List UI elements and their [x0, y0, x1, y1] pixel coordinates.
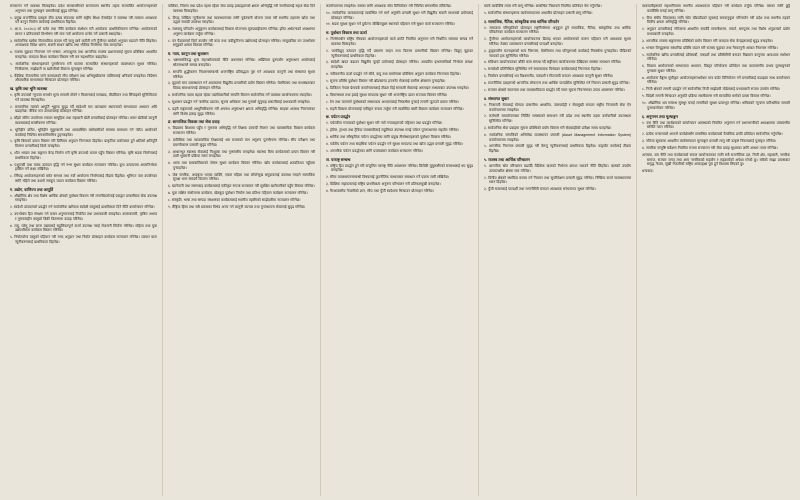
body-paragraph: ५. समावेशी प्रतिनिधित्व सुनिश्चित गर्न सकारात्मक विभेदका कार्यक्रमलाई निरन्तरता दिइनेछ। [484, 67, 602, 72]
body-paragraph: २. वित्तीय क्षेत्रको स्थायित्व कायम गर्न नियमन तथा सुपरिवेक्षण प्रणाली सुदृढ गरिनेछ। निष्क्रिय कर्जा व्यवस्थापनमा ध्यान दिइनेछ। [484, 175, 631, 185]
body-paragraph: व्यवसायीहरूको सहभागितामा स्थानीय आवश्यकता पहिचान गरी कार्यक्रम तर्जुमा गरिनेछ। यसका लागि छुट्टै कार्यविधि बनाई लागू गरिनेछ। [642, 4, 790, 13]
text-column-1 [5, 4, 163, 496]
text-column-5 [637, 4, 795, 496]
body-paragraph: धन्यवाद। [642, 169, 654, 174]
body-paragraph: ३. आधारभूत स्वास्थ्य सेवालाई निःशुल्क तथा गुणस्तरीय बनाइनेछ। स्वास्थ्य बिमा कार्यक्रमको दायरा विस्तार गरी दाबी भुक्तानी प्रक्रिया सरल बनाइनेछ। [168, 149, 315, 159]
body-paragraph: ९. लैङ्गिक हिंसा तथा सबै प्रकारका विभेद अन्त्य गर्न कानुनी उपचार तथा पुनःस्थापना सेवालाई सुदृढ गरिनेछ। [168, 204, 306, 209]
body-paragraph: १. वित्त संघीय विकासका लागि स्रोत बाँडफाँडको सूत्रलाई समयानुकूल परिमार्जन गरी प्रदेश तथा स्थानीय तहको वित्तीय क्षमता अभिवृद्धि गरिनेछ। [642, 15, 790, 25]
body-paragraph: ४. सार्वजनिक सम्पत्तिको अभिलेख व्यवस्थापन प्रणाली (Asset Management Information System) कार्यान्वयनमा ल्याइनेछ। [484, 132, 631, 142]
section-heading: ५. राजस्व तथा आर्थिक परिचालन [484, 156, 530, 162]
body-paragraph: १. औद्योगिक क्षेत्र तथा विशेष आर्थिक क्षेत्रको पूर्वाधार विकास गरी लगानीकर्तालाई एकद्वार प्रणालीबाट सेवा उपलब्ध गराइनेछ। [10, 193, 157, 203]
body-paragraph: ३. सार्वजनिक सेवा प्रवाहमा सूचना प्रविधिको प्रयोग विस्तार गरी सेवाग्राहीको प्रतीक्षा समय घटाइनेछ। [484, 125, 612, 130]
section-heading: ३. सामाजिक, नैतिक, सांस्कृतिक तथा धार्मिक परिवर्तन [484, 18, 560, 24]
body-paragraph: ७. आयोजना बैङ्कमा सूचीकृत आयोजनाहरूमध्येबाट मात्र बजेट विनियोजन गर्ने प्रणालीलाई कडाइका साथ कार्यान्वयन गरिनेछ। [642, 75, 790, 85]
body-paragraph: ४. सार्वजनिक पदमा बहाल रहेका पदाधिकारीको सम्पत्ति विवरण सार्वजनिक गर्ने व्यवस्था कार्यान्वयनमा ल्याइनेछ। [168, 93, 312, 98]
body-paragraph: २. कर्मचारी समायोजनबाट सिर्जित समस्याको समाधान गरी प्रदेश तथा स्थानीय तहमा कर्मचारीको उपलब्धता सुनिश्चित गरिनेछ। [484, 114, 631, 124]
body-paragraph: ५. सूचना प्रविधि पूर्वाधार विस्तार गरी ब्रोडब्याण्ड इन्टरनेट सेवालाई ग्रामीण क्षेत्रसम्म पुर्‍याइनेछ। [326, 78, 446, 83]
body-paragraph: ८. सिँचाइ आयोजनाहरूको मर्मत सम्भार तथा नयाँ आयोजना निर्माणलाई तीव्रता दिइनेछ। भूमिगत जल उपयोगका लागि गहिरो तथा उथलो नलकूप जडान कार्यक्रम विस्तार गरिनेछ। [10, 174, 157, 183]
section-heading: छ. पर्यटन प्रवर्द्धन [326, 114, 351, 120]
body-paragraph: ४. संविधान कार्यान्वयनका बाँकी काम सम्पन्न गर्दै सङ्घीयता कार्यान्वयनमा देखिएका समस्या समाधान गरिनेछ। [484, 60, 622, 65]
body-paragraph: २. होटेल, ट्राभल तथा ट्रेकिङ व्यवसायीलाई सहुलियत उपलब्ध गराई पर्यटन पुनरुत्थानमा सहयोग गरिनेछ। [326, 128, 459, 133]
body-paragraph: १. विद्यालय शिक्षामा पहुँच र गुणस्तर अभिवृद्धि गर्न शिक्षक दरबन्दी मिलान तथा व्यावसायिक विकास कार्यक्रम सञ्चालन गरिनेछ। [168, 126, 315, 136]
body-paragraph: ४. आमा तथा बालबालिकाको पोषण सुधार कार्यक्रम विस्तार गरिनेछ। खोप कार्यक्रमलाई शतप्रतिशत पहुँचमा पुर्‍याइनेछ। [168, 161, 315, 170]
body-paragraph: ६. शीत भण्डार तथा सङ्कलन केन्द्र निर्माण गरी कृषि उपजको बजार पहुँच विस्तार गरिनेछ। कृषि सडक निर्माणलाई प्राथमिकता दिइनेछ। [10, 151, 157, 160]
section-heading: ज. परराष्ट्र सम्बन्ध [326, 156, 351, 162]
body-paragraph: ९. विदेशी लगानी भित्र्याउन अनुमति प्रक्रिया सरलीकरण गरी स्वचालित मार्गको दायरा विस्तार गरिनेछ। [642, 94, 771, 99]
section-heading: घ. न्याय, कानुन तथा सुशासन [168, 51, 209, 57]
body-paragraph: २. प्रत्येक मन्त्रालयले आफ्नो कार्यक्षेत्रसँग सम्बन्धित कार्यक्रमको त्रैमासिक प्रगति प्रतिवेदन सार्वजनिक गर्नुपर्नेछ। [642, 132, 783, 137]
body-paragraph: ७. युवा लक्षित स्वरोजगार कार्यक्रम, खेलकुद पूर्वाधार निर्माण तथा प्रतिभा पहिचान कार्यक्रम सञ्चालन गरिनेछ। [168, 191, 308, 196]
body-paragraph: १. निजामती सेवालाई योग्यता प्रणालीमा आधारित, जवाफदेही र सेवामुखी बनाउन सङ्घीय निजामती सेवा ऐन कार्यान्वयनमा ल्याइनेछ। [484, 102, 631, 112]
body-paragraph: यस्तो कार्यविधि तयार गरी लागू गरिनेछ। सम्बन्धित निकायले नियमित प्रतिवेदन पेस गर्नुपर्नेछ। [484, 4, 602, 8]
body-paragraph: ३. पुँजी बजारलाई पारदर्शी तथा लगानीमैत्री बनाउन आवश्यक संरचनागत सुधार गरिनेछ। [484, 187, 596, 192]
body-paragraph: ५. सार्वजनिक संस्थानहरूमा कार्यसम्पादनमा आधारित प्रोत्साहन प्रणाली लागू गरिनेछ। [484, 10, 593, 15]
body-paragraph: ३. नतिजा सूचकमा आधारित कार्यसम्पादन मूल्याङ्कन प्रणाली लागू गरी उत्कृष्ट निकायलाई पुरस्कृत गरिनेछ। [642, 139, 777, 144]
section-heading: ग. उद्योग, वाणिज्य तथा आपूर्ति [10, 186, 54, 192]
body-paragraph: ४. गैरआवासीय नेपालीको ज्ञान, सीप तथा पुँजी स्वदेशमा भित्र्याउन प्रोत्साहन गरिनेछ। [326, 189, 434, 193]
body-paragraph: २. रासायनिक मलको आपूर्ति शृङ्खला सुदृढ गर्दै स्वदेशमै मल कारखाना स्थापनाको सम्भाव्यता अध्ययन अघि बढाइनेछ। जैविक मल उत्पादनलाई प्रोत्साहन गरिनेछ। [10, 104, 157, 114]
body-paragraph: ५. आन्तरिक नियन्त्रण प्रणाली सुदृढ गरी बेरुजु न्यूनीकरणलाई प्राथमिकता दिइनेछ। फछ्र्योट कार्यलाई तीव्रता दिइनेछ। [484, 144, 631, 154]
body-paragraph: १. निर्माणाधीन राष्ट्रिय गौरवका आयोजनाहरूको कार्य प्रगति नियमित अनुगमन गरी निर्धारित समयमा सम्पन्न गर्ने व्यवस्था मिलाइनेछ। [326, 37, 473, 46]
body-paragraph: १. यस नीति तथा कार्यक्रमको कार्यान्वयन अवस्थाको नियमित अनुगमन गर्न प्रधानमन्त्रीको अध्यक्षतामा उच्चस्तरीय समिति गठन गरिनेछ। [642, 120, 790, 130]
body-paragraph: ८. निजी क्षेत्रको लगानी प्रवर्द्धन गर्न सार्वजनिक निजी साझेदारी मोडेललाई प्रभावकारी रूपमा उपयोग गरिनेछ। [642, 87, 781, 92]
body-paragraph: ३. मुद्दाको चाप व्यवस्थापन गर्न अदालतमा विद्युतीय प्रणालीको प्रयोग विस्तार गरिनेछ। मेलमिलाप तथा मध्यस्थताबाट विवाद समाधानलाई प्रोत्साहन गरिनेछ। [168, 81, 315, 91]
body-paragraph: २. अनुदान प्रणालीलाई नतिजामा आधारित बनाउँदै समानीकरण, ससर्त, समपूरक तथा विशेष अनुदानको प्रयोग प्रभावकारी बनाइनेछ। [642, 27, 790, 36]
body-paragraph: ८. वन पैदावारको दिगो उपयोग गरी काठ तथा जडीबुटीजन्य उद्योगलाई प्रोत्साहन गरिनेछ। सामुदायिक वन उपभोक्ता समूहको क्षमता विकास गरिनेछ। [168, 38, 315, 48]
body-paragraph: ७. विमानस्थल तथा हवाई सुरक्षा मापदण्ड सुधार गरी अन्तर्राष्ट्रिय उडान सञ्जाल विस्तार गरिनेछ। [326, 92, 448, 97]
body-paragraph: अन्त्यमा, यस नीति तथा कार्यक्रमको सफल कार्यान्वयनका लागि सबै राजनीतिक दल, निजी क्षेत्र, सहकारी, नागरिक समाज, सञ्चार जगत् तथा आम नागरिकको सहयोग र सहकार्यको अपेक्षा गरेको छु। सबैको साझा प्रयासबाट समृद्ध नेपाल, सुखी नेपालीको राष्ट्रिय आकाङ्क्षा पूरा हुने विश्वास लिएको छु। [642, 152, 790, 167]
body-paragraph: १०. औद्योगिक श्रम सम्बन्ध सुमधुर बनाई लगानीको सुरक्षा प्रत्याभूत गरिनेछ। श्रमिकको न्यूनतम पारिश्रमिक समयमै पुनरावलोकन गरिनेछ। [642, 101, 790, 110]
body-paragraph: १. पर्यटकीय गन्तव्यको पूर्वाधार सुधार गरी नयाँ गन्तव्यहरूको पहिचान तथा प्रवर्द्धन गरिनेछ। [326, 121, 443, 126]
body-paragraph: ६. निर्वाचन प्रणालीलाई थप विश्वसनीय, पारदर्शी र मितव्ययी बनाउन आवश्यक कानुनी सुधार गरिनेछ। [484, 74, 614, 79]
body-paragraph: २. प्राविधिक तथा व्यावसायिक शिक्षालाई श्रम बजारको माग अनुरूप पुनर्संरचना गरिनेछ। सीप परीक्षण तथा प्रमाणीकरण प्रणाली सुदृढ गरिनेछ। [168, 137, 315, 147]
body-paragraph: ३. सार्वजनिक खर्चमा मितव्ययिता कायम गर्दै चालु खर्च कटौती गरी पुँजीगत खर्चको अनुपात बढाउने नीति लिइनेछ। अनावश्यक विदेश भ्रमण, सवारी साधन खरिद तथा भौतिक निर्माणमा रोक लगाइनेछ। [10, 38, 157, 48]
body-paragraph: ३. वैदेशिक सहायतालाई राष्ट्रिय प्राथमिकता अनुरूप परिचालन गरी प्रतिफलमुखी बनाइनेछ। [326, 182, 441, 187]
body-paragraph: ८. सञ्चार क्षेत्रको स्वतन्त्रता तथा व्यावसायिकता प्रवर्द्धन गर्दै गलत सूचना नियन्त्रणका उपाय अवलम्बन गरिनेछ। [484, 88, 625, 93]
body-paragraph: ८. संस्कृति, भाषा तथा सम्पदा संरक्षणका कार्यक्रमलाई स्थानीय तहसँगको साझेदारीमा सञ्चालन गरिनेछ। [168, 198, 301, 203]
body-paragraph: २. सीमा व्यवस्थापनसम्बन्धी विषयलाई कूटनीतिक माध्यमबाट समाधान गर्ने प्रयास जारी राखिनेछ। [326, 175, 450, 180]
body-paragraph: ६. खानेपानी तथा सरसफाइ कार्यक्रमलाई एकीकृत रूपमा सञ्चालन गरी सुरक्षित खानेपानीको पहुँच विस्तार गरिनेछ। [168, 184, 315, 189]
body-paragraph: ६. प्रहरी सङ्गठनको आधुनिकीकरण गरी अपराध अनुसन्धान क्षमता अभिवृद्धि गरिनेछ। साइबर अपराध नियन्त्रणका लागि विशेष इकाइ सुदृढ गरिनेछ। [168, 106, 315, 116]
body-paragraph: २. स्वदेशी उत्पादनको प्रवर्द्धन गर्न सार्वजनिक खरिदमा स्वदेशी वस्तुलाई प्राथमिकता दिने नीति कार्यान्वयन गरिनेछ। [10, 205, 155, 210]
body-paragraph: सञ्चालन गर्ने व्यवस्था मिलाइनेछ। प्रदेश सरकारसँगको समन्वयमा स्थानीय तहमा सञ्चालित आयोजनाहरूको अनुगमन तथा मूल्याङ्कन प्रणालीलाई सुदृढ गरिनेछ। [10, 4, 157, 13]
body-paragraph: ४. लघु, घरेलु तथा साना उद्यमलाई सहुलियतपूर्ण कर्जा उपलब्ध गराई रोजगारी सिर्जना गरिनेछ। महिला तथा युवा उद्यमशीलता कार्यक्रम विस्तार गरिनेछ। [10, 223, 157, 233]
body-paragraph: ५. सार्वजनिक संस्थानहरूको पुनर्संरचना गरी घाटामा सञ्चालित संस्थानहरूको व्यवस्थापन सुधार गरिनेछ। निजीकरण, साझेदारी वा खारेजीको विकल्प मूल्याङ्कन गरिनेछ। [10, 61, 157, 71]
body-paragraph: २. पुँजीगत आयोजनाहरूको कार्यान्वयनमा ढिलाइ भएका आयोजनाको कारण पहिचान गरी आवश्यक सुधार गरिनेछ। ठेक्का व्यवस्थापन प्रणालीलाई पारदर्शी बनाइनेछ। [484, 37, 631, 46]
body-paragraph: ७. राजनीतिक दलहरूको आन्तरिक लोकतन्त्र तथा आर्थिक पारदर्शिता सुनिश्चित गर्न नियमन प्रणाली सुदृढ गरिनेछ। [484, 81, 630, 86]
body-paragraph: ३. धार्मिक तथा साँस्कृतिक पर्यटन प्रवर्द्धनका लागि प्रमुख तीर्थस्थलहरूको पूर्वाधार विकास गरिनेछ। [326, 135, 452, 140]
section-heading: ४. संस्थागत सुधार [484, 95, 509, 101]
section-heading: ६. अनुगमन तथा मूल्याङ्कन [642, 113, 678, 119]
body-paragraph: पालिका, जिल्ला तथा प्रदेश तहमा रहेका सेवा प्रवाह इकाइहरूको क्षमता अभिवृद्धि गरी नागरिकलाई सहज सेवा दिने व्यवस्था मिलाइनेछ। [168, 4, 315, 13]
body-paragraph: ४. भन्सार विन्दुहरूमा स्क्यानिङ प्रविधि जडान गरी राजस्व चुहावट तथा गैरकानुनी आयात नियन्त्रण गरिनेछ। [642, 45, 778, 50]
body-paragraph: ६. विपद् जोखिम न्यूनीकरण तथा व्यवस्थापनका लागि पूर्वतयारी योजना तयार गरी स्थानीय तहसम्म खोज तथा उद्धार सामग्री उपलब्ध गराइनेछ। [168, 15, 315, 25]
body-paragraph: ३. बाँझो जमिन उपयोगमा ल्याउन सामूहिक तथा सहकारी खेती प्रणालीलाई प्रोत्साहन गरिनेछ। करार खेतीको कानुनी व्यवस्थालाई सरलीकरण गरिनेछ। [10, 116, 157, 125]
body-paragraph: ५. जेष्ठ नागरिक, अपाङ्गता भएका व्यक्ति, एकल महिला तथा लोपोन्मुख समुदायलाई उपलब्ध गराइने सामाजिक सुरक्षा भत्ता समयमै वितरण गरिनेछ। [168, 172, 315, 182]
body-paragraph: ३. द्वन्द्वकालीन घटनाहरूको सत्य निरूपण, मेलमिलाप तथा परिपूरणको कार्यलाई निष्कर्षमा पुर्‍याइनेछ। पीडितको न्यायको हक सुनिश्चित गरिनेछ। [484, 48, 631, 58]
body-paragraph: १. आन्तरिक स्रोत परिचालन बढाउँदै वैदेशिक ऋणको निर्भरता क्रमशः घटाउने नीति लिइनेछ। ऋणको उपयोग उत्पादनशील क्षेत्रमा मात्र गरिनेछ। [484, 163, 631, 173]
body-paragraph: ४. नागरिक सन्तुष्टि सर्वेक्षण नियमित रूपमा सञ्चालन गरी सेवा प्रवाह सुधारका लागि आधार तयार गरिनेछ। [642, 145, 778, 150]
body-paragraph: ४. भूमिहीन दलित, भूमिहीन सुकुम्बासी तथा अव्यवस्थित बसोबासीको समस्या समाधान गर्न गठित आयोगको कार्यलाई निश्चित समयसीमाभित्र टुङ्ग्याइनेछ। [10, 127, 157, 137]
body-paragraph: ४. पर्वतीय पर्यटन तथा साहसिक पर्यटन प्रवर्द्धन गर्न सुरक्षा मापदण्ड तथा खोज उद्धार प्रणाली सुदृढ गरिनेछ। [326, 141, 464, 146]
text-column-4 [479, 4, 637, 496]
section-heading: ङ. सामाजिक विकास तथा सेवा प्रवाह [168, 119, 220, 125]
section-heading: ख. कृषि तथा भूमि व्यवस्था [10, 85, 48, 91]
body-paragraph: ६. वैदेशिक रोजगारीमा जाने कामदारको सीप परीक्षण तथा अभिमुखीकरण तालिमलाई अनिवार्य बनाइनेछ। विप्रेषण औपचारिक माध्यमबाट भित्र्याउन प्रोत्साहन गरिनेछ। [10, 73, 157, 83]
body-paragraph: १०. सार्वजनिक यातायातलाई व्यवस्थित गर्न मार्ग अनुमति प्रणाली सुधार गरी विद्युतीय सवारी साधनको प्रयोगलाई प्रोत्साहन गरिनेछ। [326, 10, 473, 20]
body-paragraph: ७. जलवायु परिवर्तन अनुकूलन कार्यक्रमलाई विकास योजनामा मूलप्रवाहीकरण गरिनेछ। हरित अर्थतन्त्रको अवधारणा अनुरूप कार्यक्रम तर्जुमा गरिनेछ। [168, 27, 315, 36]
body-paragraph: ९. सहरी विकास योजनालाई एकीकृत रूपमा तर्जुमा गरी व्यवस्थित बस्ती विकास कार्यक्रम सञ्चालन गरिनेछ। [326, 106, 464, 111]
body-paragraph: २. सम्पत्ति शुद्धीकरण निवारणसम्बन्धी अन्तर्राष्ट्रिय प्रतिबद्धता पूरा गर्न आवश्यक कानुनी तथा संस्थागत सुधार गरिनेछ। [168, 69, 315, 79]
body-paragraph: ७. पशुपन्छी तथा मत्स्य उत्पादन वृद्धि गर्न नश्ल सुधार कार्यक्रम सञ्चालन गरिनेछ। दुग्ध उत्पादनमा आत्मनिर्भरता हासिल गर्ने लक्ष्य राखिनेछ। [10, 162, 157, 172]
body-paragraph: १. प्रमुख राजनीतिक दलहरू बीच उत्पन्न संकटका लागि सङ्घीय शिक्षा ऐनसहित ऐ व्यवस्था गरी तत्काल आवश्यक पर्ने कानुन निर्माण कार्यलाई प्राथमिकता दिइनेछ। [10, 15, 157, 25]
body-paragraph: कार्यान्वयनमा ल्याइनेछ। यसका लागि आवश्यक स्रोत विनियोजन गरी निश्चित समयसीमा तोकिनेछ। [326, 4, 452, 8]
body-paragraph: ४. नवीकरणीय ऊर्जा प्रवर्द्धन गर्न सौर्य, वायु तथा बायोग्यास प्रविधिमा अनुदान कार्यक्रम निरन्तरता दिइनेछ। [326, 72, 461, 77]
body-paragraph: ४. राजस्व चुहावट नियन्त्रण गर्न भन्सार, अन्तःशुल्क तथा आन्तरिक राजस्व प्रशासनलाई सूचना प्रविधिमा आधारित बनाइनेछ। करदाता शिक्षा कार्यक्रम विस्तार गरी कर सहभागिता बढाइनेछ। [10, 50, 157, 60]
body-paragraph: २. आ.व. २०८२/८३ को बजेट तथा नीति कार्यक्रम संशोधन गरी आयोजना प्राथमिकीकरण गरिनेछ। आयोजनाको लागत र प्रतिफलको विश्लेषण गरी मात्र नयाँ आयोजना छनोट गर्ने प्रणाली बसाइनेछ। [10, 27, 157, 36]
body-paragraph: २. जलविद्युत् उत्पादन वृद्धि गर्दै प्रसारण लाइन तथा वितरण प्रणालीको विस्तार गरिनेछ। विद्युत् चुहावट न्यूनीकरणलाई प्राथमिकता दिइनेछ। [326, 48, 473, 58]
body-paragraph: ६. डिजिटल नेपाल फ्रेमवर्क कार्यान्वयनलाई तीव्रता दिई सरकारी सेवालाई अनलाइन माध्यमबाट उपलब्ध गराइनेछ। [326, 85, 470, 90]
body-paragraph: ११. सडक सुरक्षा सुधार गर्न दुर्घटना जोखिमयुक्त स्थानको पहिचान गरी सुधार कार्य सञ्चालन गरिनेछ। [326, 22, 455, 27]
text-column-3 [321, 4, 479, 496]
body-paragraph: ५. आन्तरिक पर्यटन प्रवर्द्धनका लागि प्रचारप्रसार कार्यक्रम सञ्चालन गरिनेछ। [326, 148, 423, 153]
body-paragraph: १. भ्रष्टाचारविरुद्ध शून्य सहनशीलताको नीति अवलम्बन गरिनेछ। अख्तियार दुरुपयोग अनुसन्धान आयोगलाई स्रोतसाधनले सम्पन्न बनाइनेछ। [168, 58, 315, 67]
body-paragraph: ५. सुशासन प्रवर्द्धन गर्न नागरिक वडापत्र, सूचना अधिकार तथा गुनासो सुनुवाइ प्रणालीलाई प्रभावकारी बनाइनेछ। [168, 99, 311, 104]
body-paragraph: ५. कृषि बिमाको दायरा विस्तार गरी प्रिमियम अनुदान निरन्तरता दिइनेछ। प्राकृतिक प्रकोपबाट हुने क्षतिको क्षतिपूर्ति वितरण प्रणालीलाई छिटो बनाइनेछ। [10, 139, 157, 149]
body-paragraph: ६. विकास आयोजनाको सम्भाव्यता अध्ययन, विस्तृत परियोजना प्रतिवेदन तथा वातावरणीय प्रभाव मूल्याङ्कनको गुणस्तर सुधार गरिनेछ। [642, 64, 790, 73]
body-paragraph: ३. स्वदेशी खपत बढाउन विद्युतीय चुल्हो प्रयोगलाई प्रोत्साहन गरिनेछ। आयातित इन्धनमाथिको निर्भरता क्रमशः घटाइनेछ। [326, 60, 473, 70]
body-paragraph: ३. आन्तरिक राजस्व सङ्कलनमा प्रविधिको प्रयोग विस्तार गरी करदाता सेवा केन्द्रहरूलाई सुदृढ बनाइनेछ। [642, 38, 773, 43]
section-heading: च. पूर्वाधार विकास तथा ऊर्जा [326, 30, 367, 36]
body-paragraph: ८. रेल तथा जलमार्ग पूर्वाधारको सम्भाव्यता अध्ययनलाई निष्कर्षमा पुर्‍याई लगानी जुटाउने प्रयास गरिनेछ। [326, 99, 459, 104]
body-paragraph: १. राष्ट्रिय हित प्रवर्द्धन हुने गरी सन्तुलित परराष्ट्र नीति अवलम्बन गरिनेछ। छिमेकी मुलुकसँगको सम्बन्धलाई थप सुदृढ बनाइनेछ। [326, 163, 473, 173]
text-column-2 [163, 4, 321, 496]
body-paragraph: १. समाजमा परिष्कृतिको प्रोत्साहन राष्ट्रनिर्माणमा अनुकूल हुने सामाजिक, नैतिक, सांस्कृतिक तथा धार्मिक परिवर्तनका कार्यक्रम सञ्चालन गरिनेछ। [484, 25, 631, 35]
body-paragraph: ५. निर्यातयोग्य वस्तुको पहिचान गरी नगद अनुदान तथा निर्यात प्रोत्साहन कार्यक्रम सञ्चालन गरिनेछ। व्यापार घाटा न्यूनीकरणलाई प्राथमिकता दिइनेछ। [10, 235, 157, 245]
body-paragraph: १. कृषि उपजको न्यूनतम समर्थन मूल्य समयमै तोक्ने र किसानलाई मलखाद, बीउबिजन तथा सिँचाइको सुनिश्चितता गर्ने व्यवस्था मिलाइनेछ। [10, 93, 157, 102]
body-paragraph: ३. उपभोक्ता हित संरक्षण गर्न बजार अनुगमनलाई नियमित तथा प्रभावकारी बनाइनेछ। कालाबजारी, कृत्रिम अभाव र गुणस्तरहीन वस्तुको बिक्री वितरणमा कडाइ गरिनेछ। [10, 212, 157, 221]
body-paragraph: ५. सार्वजनिक खरिद प्रणालीलाई प्रतिस्पर्धी, पारदर्शी तथा प्रविधिमैत्री बनाउन विद्यमान कानुनमा आवश्यक संशोधन गरिनेछ। [642, 52, 790, 62]
